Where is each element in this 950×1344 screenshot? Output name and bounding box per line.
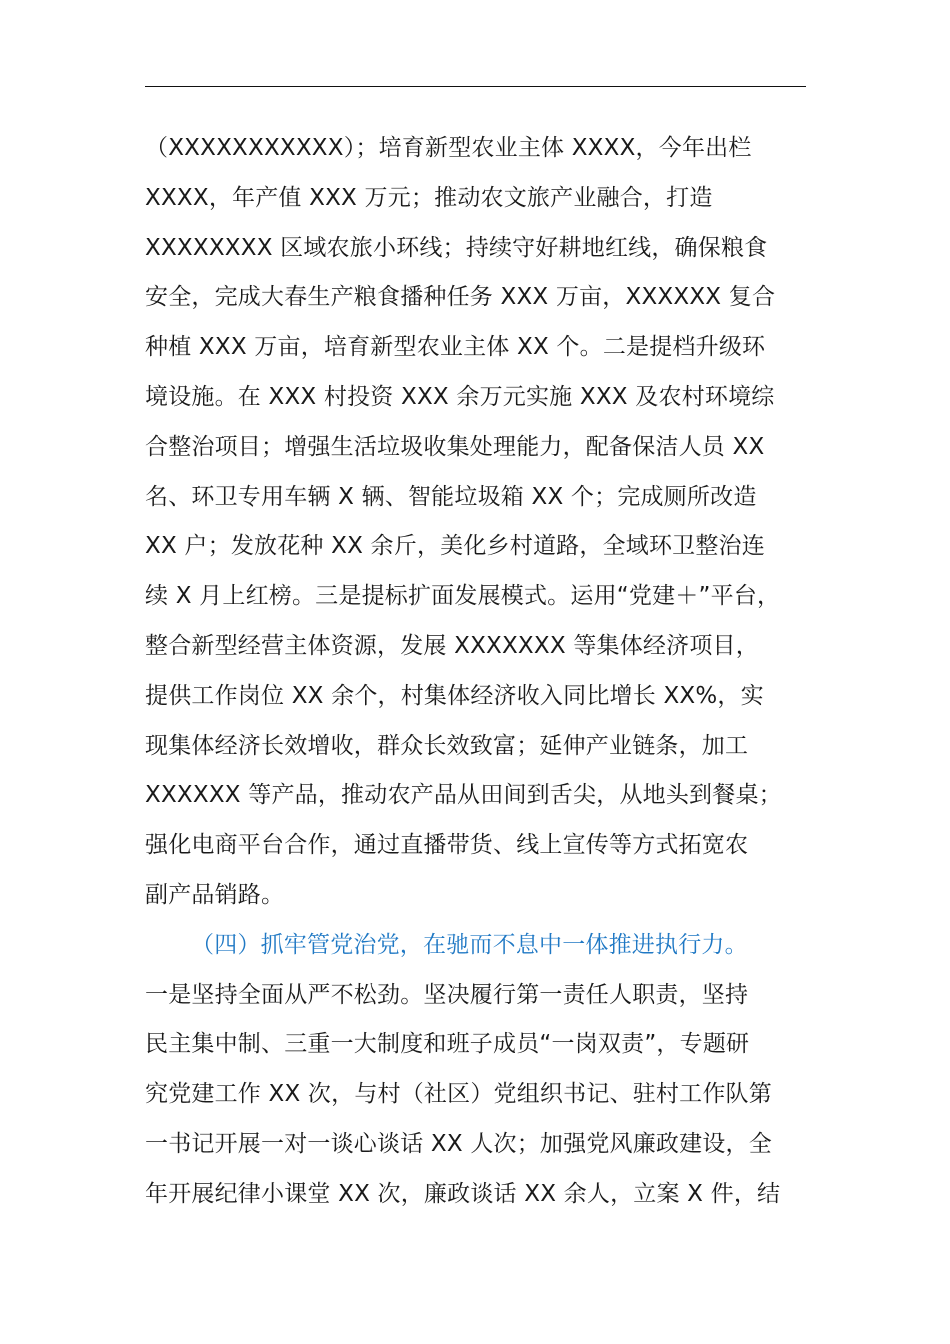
- document-body: [145, 124, 810, 1220]
- body-line: 一书记开展一对一谈心谈话 XX 人次；加强党风廉政建设，全: [145, 1130, 772, 1157]
- body-line: XXXX，年产值 XXX 万元；推动农文旅产业融合，打造: [145, 184, 713, 211]
- section-heading: （四）抓牢管党治党，在驰而不息中一体推进执行力。: [191, 931, 748, 958]
- body-line: XX 户；发放花种 XX 余斤，美化乡村道路，全域环卫整治连: [145, 533, 765, 560]
- body-line: 续 X 月上红榜。三是提标扩面发展模式。运用“党建＋”平台，: [145, 583, 781, 610]
- body-line: XXXXXXXX 区域农旅小环线；持续守好耕地红线，确保粮食: [145, 234, 768, 261]
- body-line: 提供工作岗位 XX 余个，村集体经济收入同比增长 XX%，实: [145, 682, 764, 709]
- body-line: 种植 XXX 万亩，培育新型农业主体 XX 个。二是提档升级环: [145, 334, 766, 361]
- body-line: 整合新型经营主体资源，发展 XXXXXXX 等集体经济项目，: [145, 632, 759, 659]
- body-line: （XXXXXXXXXXX）；培育新型农业主体 XXXX，今年出栏: [145, 135, 752, 161]
- body-line: XXXXXX 等产品，推动农产品从田间到舌尖，从地头到餐桌；: [145, 782, 782, 809]
- body-line: 年开展纪律小课堂 XX 次，廉政谈话 XX 余人，立案 X 件，结: [145, 1180, 781, 1207]
- body-line: 合整治项目；增强生活垃圾收集处理能力，配备保洁人员 XX: [145, 433, 765, 460]
- body-line: 究党建工作 XX 次，与村（社区）党组织书记、驻村工作队第: [145, 1081, 772, 1108]
- body-line: 现集体经济长效增收，群众长效致富；延伸产业链条，加工: [145, 732, 749, 759]
- body-line: 民主集中制、三重一大制度和班子成员“一岗双责”，专题研: [145, 1031, 750, 1058]
- header-rule: [145, 86, 806, 87]
- body-line: 名、环卫专用车辆 X 辆、智能垃圾箱 XX 个；完成厕所改造: [145, 483, 757, 510]
- body-line: 安全，完成大春生产粮食播种任务 XXX 万亩，XXXXXX 复合: [145, 284, 776, 311]
- body-line: 强化电商平台合作，通过直播带货、线上宣传等方式拓宽农: [145, 832, 749, 859]
- body-line: 一是坚持全面从严不松劲。坚决履行第一责任人职责，坚持: [145, 981, 749, 1008]
- body-line: 副产品销路。: [145, 881, 285, 908]
- body-line: 境设施。在 XXX 村投资 XXX 余万元实施 XXX 及农村环境综: [145, 383, 775, 410]
